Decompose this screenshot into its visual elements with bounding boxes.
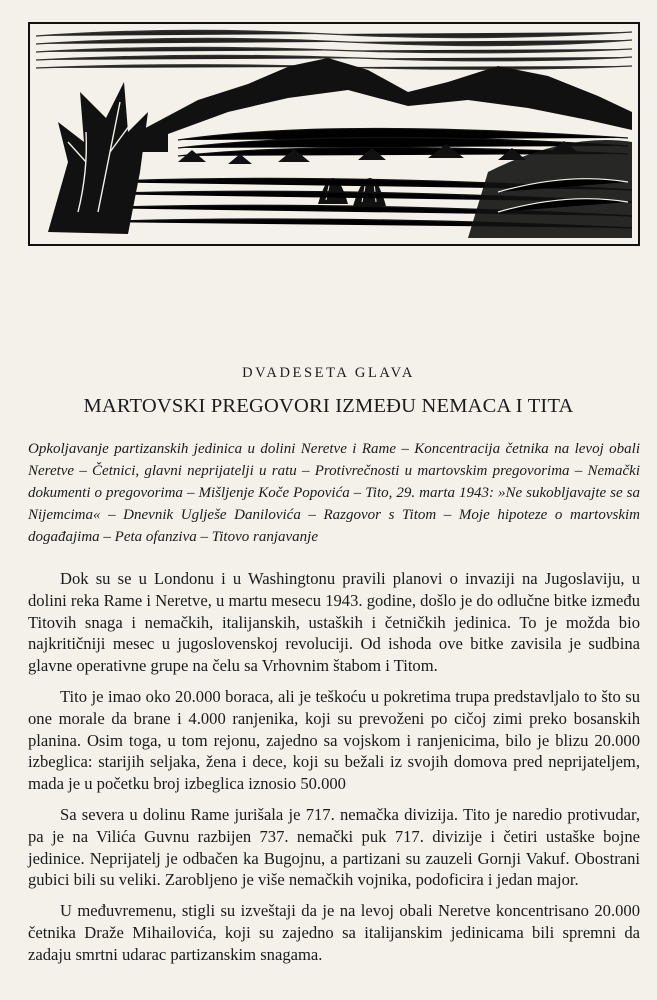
body-paragraph: Tito je imao oko 20.000 boraca, ali je teškoću u pokretima trupa predstavljalo to što su one morale da brane i 4.000 ranjenika, koji su prevoženi po cičoj zimi preko bosanskih planina. Osim toga, u tom rejonu, zajedno sa vojskom i ranjenicima, bilo je blizu 20.000 izbeglica: starijih seljaka, žena i dece, koji su bežali iz svojih domova pred neprijateljem, mada je u početku broj izbeglica iznosio 50.000 [28,686,640,794]
woodcut-illustration [28,22,640,246]
chapter-summary: Opkoljavanje partizanskih jedinica u dolini Neretve i Rame – Koncentracija četnika na levoj obali Neretve – Četnici, glavni neprijatelji u ratu – Protivrečnosti u martovskim pregovorima – Nemački dokumenti o pregovorima – Mišljenje Koče Popovića – Tito, 29. marta 1943: »Ne sukobljavajte se sa Nijemcima« – Dnevnik Uglješe Danilovića – Razgovor s Titom – Moje hipoteze o martovskim događajima – Peta ofanziva – Titovo ranjavanje [28,441,640,545]
body-paragraph: Dok su se u Londonu i u Washingtonu pravili planovi o invaziji na Jugoslaviju, u dolini reka Rame i Neretve, u martu mesecu 1943. godine, došlo je do odlučne bitke između Titovih snaga i nemačkih, italijanskih, ustaških i četničkih jedinica. To je možda bio najkritičniji mesec u jugoslovenskoj revoluciji. Od ishoda ove bitke zavisila je sudbina glavne operativne grupe na čelu sa Vrhovnim štabom i Titom. [28,569,640,676]
body-paragraph: U međuvremenu, stigli su izveštaji da je na levoj obali Neretve koncentrisano 20.000 četnika Draže Mihailovića, koji su zajedno sa italijanskim jedinicama bili spremni da zadaju smrtni udarac partizanskim snagama. [28,901,640,964]
landscape-woodcut-icon [28,22,640,246]
body-paragraph: Sa severa u dolinu Rame jurišala je 717. nemačka divizija. Tito je naredio protivudar, pa je na Vilića Guvnu razbijen 737. nemački puk 717. divizije i četiri ustaške bojne jedinice. Neprijatelj je odbačen ka Bugojnu, a partizani su zauzeli Gornji Vakuf. Obostrani gubici bili su veliki. Zarobljeno je više nemačkih vojnika, podoficira i jedan major. [28,804,640,890]
chapter-body [28,568,640,975]
chapter-number-label: DVADESETA GLAVA [242,365,415,381]
chapter-title: MARTOVSKI PREGOVORI IZMEĐU NEMACA I TITA [83,395,574,417]
